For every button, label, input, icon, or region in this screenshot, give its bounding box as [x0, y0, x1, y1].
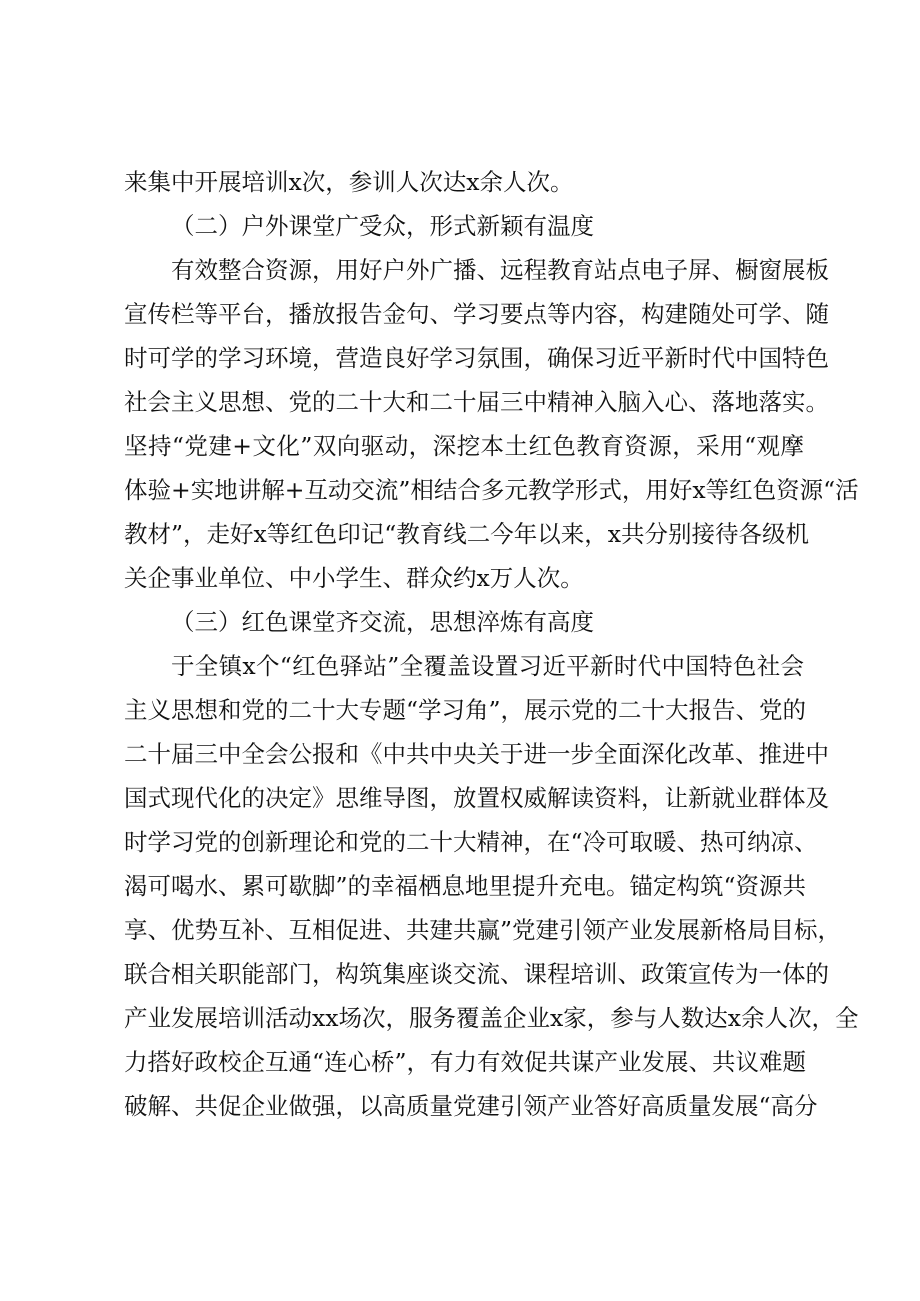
text-line: 二十届三中全会公报和《中共中央关于进一步全面深化改革、推进中 — [124, 740, 829, 768]
text-line: 来集中开展培训x次，参训人次达x余人次。 — [124, 168, 574, 196]
text-line: 宣传栏等平台，播放报告金句、学习要点等内容，构建随处可学、随 — [124, 300, 829, 328]
text-line: 关企事业单位、中小学生、群众约x万人次。 — [124, 564, 584, 592]
text-line: 时可学的学习环境，营造良好学习氛围，确保习近平新时代中国特色 — [124, 344, 829, 372]
text-line: 主义思想和党的二十大专题“学习角”，展示党的二十大报告、党的 — [124, 696, 807, 724]
paragraph-first-line: 有效整合资源，用好户外广播、远程教育站点电子屏、橱窗展板 — [171, 256, 829, 284]
text-line: 体验+实地讲解+互动交流”相结合多元教学形式，用好x等红色资源“活 — [124, 476, 859, 504]
text-line: 时学习党的创新理论和党的二十大精神，在“冷可取暖、热可纳凉、 — [124, 828, 818, 856]
text-line: 坚持“党建+文化”双向驱动，深挖本土红色教育资源，采用“观摩 — [124, 432, 804, 460]
text-line: 享、优势互补、互相促进、共建共赢”党建引领产业发展新格局目标， — [124, 916, 842, 944]
section-heading: （三）红色课堂齐交流，思想淬炼有高度 — [171, 608, 594, 636]
text-line: 社会主义思想、党的二十大和二十届三中精神入脑入心、落地落实。 — [124, 388, 829, 416]
section-heading: （二）户外课堂广受众，形式新颖有温度 — [171, 212, 594, 240]
text-line: 破解、共促企业做强，以高质量党建引领产业答好高质量发展“高分 — [124, 1092, 818, 1120]
text-line: 力搭好政校企互通“连心桥”，有力有效促共谋产业发展、共议难题 — [124, 1048, 807, 1076]
text-line: 渴可喝水、累可歇脚”的幸福栖息地里提升充电。锚定构筑“资源共 — [124, 872, 807, 900]
paragraph-first-line: 于全镇x个“红色驿站”全覆盖设置习近平新时代中国特色社会 — [171, 652, 804, 680]
text-line: 联合相关职能部门，构筑集座谈交流、课程培训、政策宣传为一体的 — [124, 960, 829, 988]
text-line: 产业发展培训活动xx场次，服务覆盖企业x家，参与人数达x余人次，全 — [124, 1004, 859, 1032]
text-line: 国式现代化的决定》思维导图，放置权威解读资料，让新就业群体及 — [124, 784, 829, 812]
text-line: 教材”，走好x等红色印记“教育线二今年以来，x共分别接待各级机 — [124, 520, 810, 548]
